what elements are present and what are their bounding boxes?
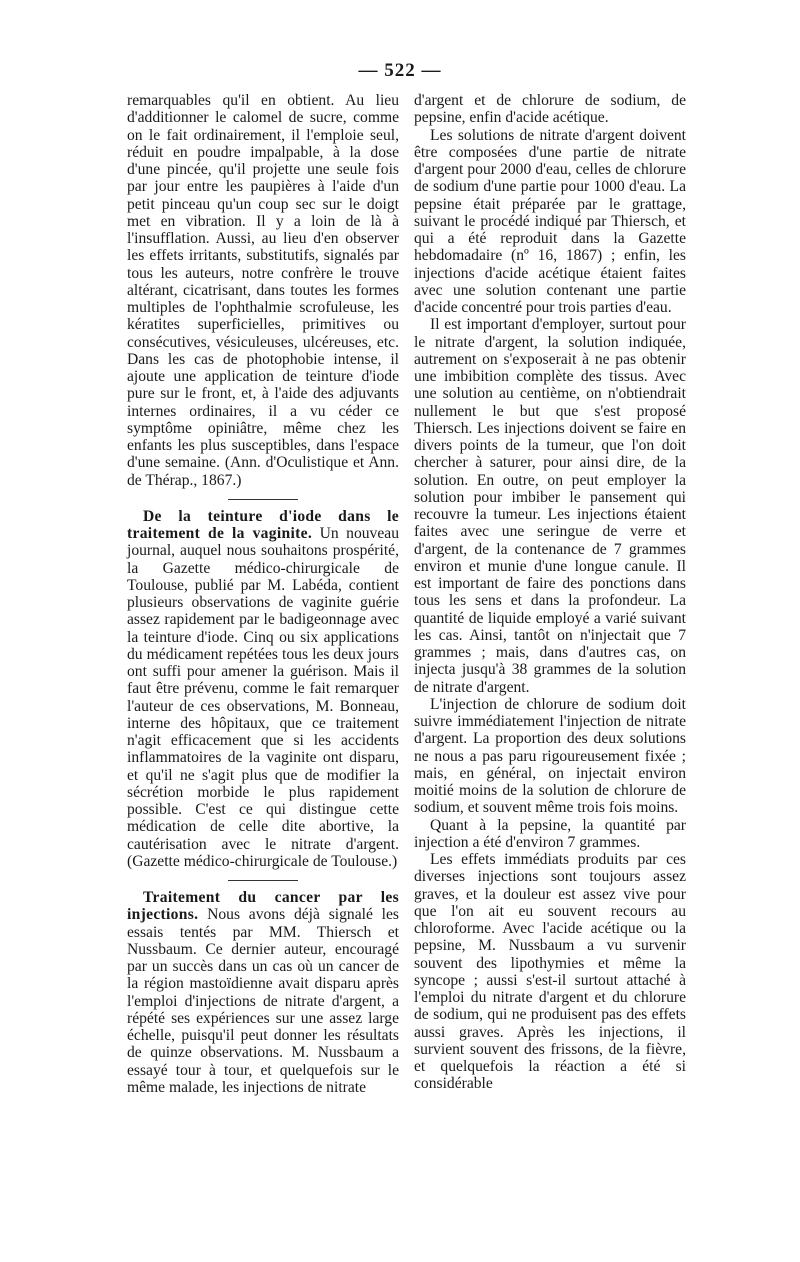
section-body-cancer: Nous avons déjà signalé les essais tentés par MM. Thiersch et Nussbaum. Ce dernier auteur, encouragé par un succès dans un cas où un cancer de la région mastoïdienne avait disparu après l'emploi d'injections de nitrate d'argent, a répété ses expériences sur une assez large échelle, puisqu'il peut donner les résultats de quinze observations. M. Nussbaum a essayé tour à tour, et quelquefois sur le même malade, les injections de nitrate bbox=[127, 906, 399, 1096]
section-vaginite bbox=[127, 508, 399, 870]
page-number: — 522 — bbox=[358, 60, 442, 81]
paragraph: Les effets immédiats produits par ces diverses injections sont toujours assez graves, et la douleur est assez vive pour que l'on ait eu souvent recours au chloroforme. Avec l'acide acétique ou la pepsine, M. Nussbaum a vu survenir souvent des lipothymies et même la syncope ; aussi s'est-il surtout attaché à l'emploi du nitrate d'argent et du chlorure de sodium, qui ne produisent pas des effets aussi graves. Après les injections, il survient souvent des frissons, de la fièvre, et quelquefois la réaction a été si considérable bbox=[414, 851, 686, 1093]
paragraph: Les solutions de nitrate d'argent doivent être composées d'une partie de nitrate d'argent pour 2000 d'eau, celles de chlorure de sodium d'une partie pour 1000 d'eau. La pepsine était préparée par le grattage, suivant le procédé indiqué par Thiersch, et qui a été reproduit dans la Gazette hebdomadaire (nº 16, 1867) ; enfin, les injections d'acide acétique étaient faites avec une solution contenant une partie d'acide concentré pour trois parties d'eau. bbox=[414, 126, 686, 316]
section-body-vaginite: Un nouveau journal, auquel nous souhaitons prospérité, la Gazette médico-chirurgicale de Toulouse, publié par M. Labéda, contient plusieurs observations de vaginite guérie assez rapidement par le badigeonnage avec la teinture d'iode. Cinq ou six applications du médicament repétées tous les deux jours ont suffi pour amener la guérison. Mais il faut être prévenu, comme le fait remarquer l'auteur de ces observations, M. Bonneau, interne des hôpitaux, que ce traitement n'agit efficacement que si les accidents inflammatoires de la vaginite ont disparu, et qu'il ne s'agit plus que de modifier la sécrétion morbide le plus rapidement possible. C'est ce qui distingue cette médication de celle dite abortive, la cautérisation avec le nitrate d'argent. (Gazette médico-chirurgicale de Toulouse.) bbox=[127, 525, 399, 870]
paragraph: L'injection de chlorure de sodium doit suivre immédiatement l'injection de nitrate d'argent. La proportion des deux solutions ne nous a pas paru rigoureusement fixée ; mais, en général, on injectait environ moitié moins de la solution de chlorure de sodium, et souvent même trois fois moins. bbox=[414, 695, 686, 817]
section-heading-vaginite: De la teinture d'iode dans le traitement de la vaginite. bbox=[127, 507, 399, 542]
paragraph: Quant à la pepsine, la quantité par injection a été d'environ 7 grammes. bbox=[414, 816, 686, 851]
section-divider bbox=[228, 880, 298, 881]
paragraph: d'argent et de chlorure de sodium, de pepsine, enfin d'acide acétique. bbox=[414, 92, 686, 127]
section-divider bbox=[228, 499, 298, 500]
section-heading-cancer: Traitement du cancer par les injections. bbox=[127, 889, 399, 924]
paragraph: Il est important d'employer, surtout pour le nitrate d'argent, la solution indiquée, autrement on s'exposerait à ne pas obtenir une imbibition complète des tissus. Avec une solution au centième, on n'obtiendrait nullement le but que s'est proposé Thiersch. Les injections doivent se faire en divers points de la tumeur, que l'on doit chercher à saturer, pour ainsi dire, de la solution. En outre, on peut employer la solution pour imbiber le pansement qui recouvre la tumeur. Les injections étaient faites avec une seringue de verre et d'argent, de la contenance de 7 grammes environ et munie d'une longue canule. Il est important de faire des ponctions dans tous les sens et dans la profondeur. La quantité de liquide employé a varié suivant les cas. Ainsi, tantôt on n'injectait que 7 grammes ; mais, dans d'autres cas, on injecta jusqu'à 38 grammes de la solution de nitrate d'argent. bbox=[414, 316, 686, 696]
left-column bbox=[127, 92, 399, 1096]
section-cancer bbox=[127, 889, 399, 1096]
right-column bbox=[414, 92, 686, 1093]
intro-paragraph: remarquables qu'il en obtient. Au lieu d'additionner le calomel de sucre, comme on le fait ordinairement, il l'emploie seul, réduit en poudre impalpable, à la dose d'une pincée, qu'il projette une seule fois par jour entre les paupières à l'aide d'un petit pinceau qu'un coup sec sur le doigt met en vibration. Il y a loin de là à l'insufflation. Aussi, au lieu d'en observer les effets irritants, substitutifs, signalés par tous les auteurs, notre confrère le trouve altérant, cicatrisant, dans toutes les formes multiples de l'ophthalmie scrofuleuse, les kératites superficielles, primitives ou consécutives, vésiculeuses, ulcéreuses, etc. Dans les cas de photophobie intense, il ajoute une application de teinture d'iode pure sur le front, et, à l'aide des adjuvants internes ordinaires, il a vu céder ce symptôme opiniâtre, même chez les enfants les plus susceptibles, dans l'espace d'une semaine. (Ann. d'Oculistique et Ann. de Thérap., 1867.) bbox=[127, 92, 399, 489]
